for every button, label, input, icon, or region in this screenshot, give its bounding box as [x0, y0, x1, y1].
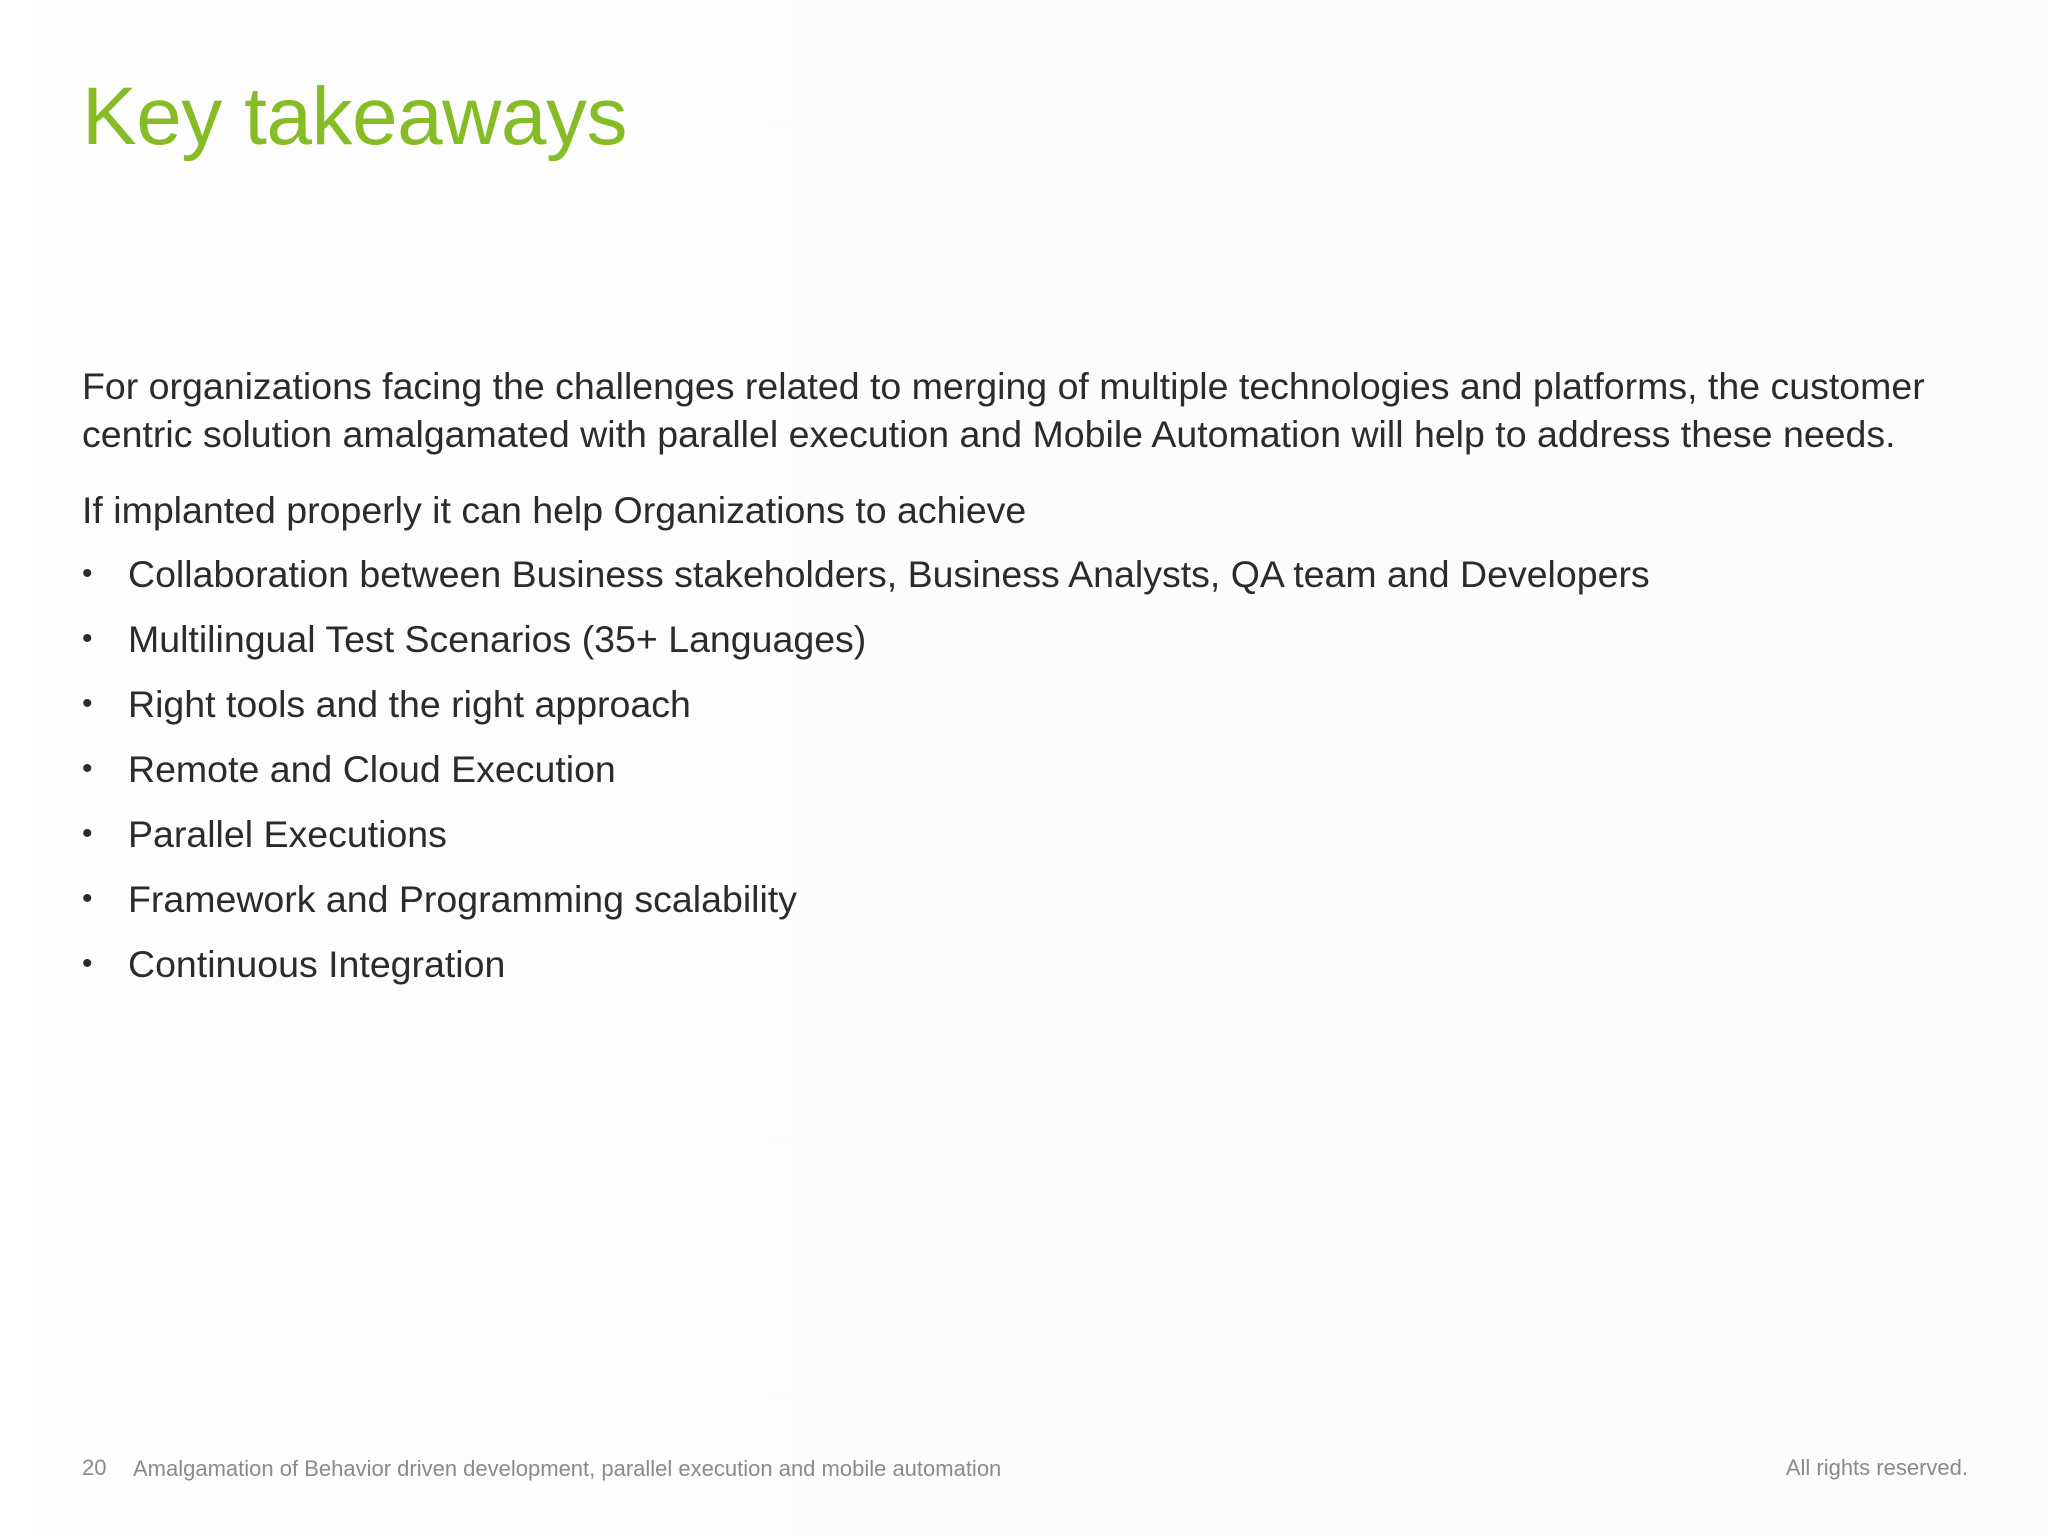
- footer-rights: All rights reserved.: [1785, 1455, 1968, 1480]
- takeaways-list: [82, 550, 1972, 988]
- list-item-text: Framework and Programming scalability: [128, 878, 797, 920]
- bullet-icon: •: [82, 817, 93, 850]
- bullet-icon: •: [82, 687, 93, 720]
- list-item-text: Right tools and the right approach: [128, 683, 691, 725]
- page-number: 20: [82, 1455, 107, 1480]
- bullet-icon: •: [82, 557, 93, 590]
- bullet-icon: •: [82, 622, 93, 655]
- list-item: [82, 680, 1972, 728]
- lead-paragraph: If implanted properly it can help Organizations to achieve: [82, 489, 1027, 531]
- slide-body: [82, 362, 1972, 1005]
- list-item: [82, 940, 1972, 988]
- list-item: [82, 810, 1972, 858]
- list-item-text: Continuous Integration: [128, 943, 506, 985]
- list-item-text: Collaboration between Business stakeholders, Business Analysts, QA team and Developers: [128, 553, 1650, 595]
- bullet-icon: •: [82, 947, 93, 980]
- footer-deck-title: Amalgamation of Behavior driven development, parallel execution and mobile automation: [133, 1456, 1002, 1481]
- list-item: [82, 550, 1972, 598]
- bullet-icon: •: [82, 752, 93, 785]
- list-item-text: Parallel Executions: [128, 813, 447, 855]
- slide-title: Key takeaways: [82, 71, 627, 162]
- list-item-text: Multilingual Test Scenarios (35+ Languages): [128, 618, 867, 660]
- bullet-icon: •: [82, 882, 93, 915]
- intro-paragraph: For organizations facing the challenges related to merging of multiple technologies and platforms, the customer centric solution amalgamated with parallel execution and Mobile Automation will help to address these needs.: [82, 365, 1925, 455]
- list-item: [82, 745, 1972, 793]
- list-item: [82, 875, 1972, 923]
- list-item: [82, 615, 1972, 663]
- list-item-text: Remote and Cloud Execution: [128, 748, 616, 790]
